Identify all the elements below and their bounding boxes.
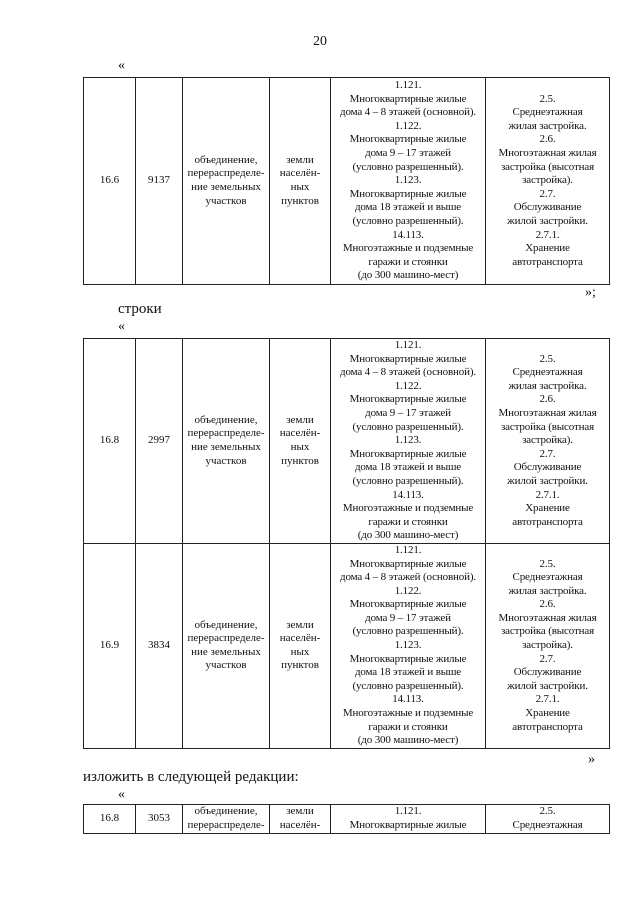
cell-text-line: (условно разрешенный). xyxy=(352,474,464,487)
cell-text-line: Многоэтажные и подземные xyxy=(342,707,474,720)
page-number: 20 xyxy=(313,34,327,49)
area-cell xyxy=(136,78,183,285)
cell-text-line: 2.5. xyxy=(539,352,556,365)
cell-text-line: (до 300 машино-мест) xyxy=(357,529,459,542)
open-quote: « xyxy=(118,319,125,334)
cell-text-line: Многоквартирные жилые xyxy=(349,598,467,611)
cell-text-line: 16.9 xyxy=(99,639,120,652)
land-category-cell xyxy=(270,805,331,834)
cell-text-line: 2.7.1. xyxy=(535,228,560,241)
cell-text-line: жилой застройки. xyxy=(507,474,588,487)
cell-text-line: перераспределе- xyxy=(187,427,265,440)
use-code-cell xyxy=(486,543,610,748)
cell-text-line: дома 4 – 8 этажей (основной). xyxy=(340,366,476,379)
row-number-cell xyxy=(84,339,136,544)
cell-text-line: 2.6. xyxy=(539,133,556,146)
cell-text-line: Хранение xyxy=(525,502,570,515)
cell-text-line: 16.8 xyxy=(99,812,120,825)
cell-text-line: 1.121. xyxy=(394,543,422,556)
cell-text-line: Среднеэтажная xyxy=(512,819,583,831)
table-row xyxy=(84,339,610,544)
cell-text-line: Многоквартирные жилые xyxy=(349,352,467,365)
cell-text-line: населён- xyxy=(279,427,321,440)
cell-text-line: Многоквартирные жилые xyxy=(349,819,467,831)
cell-text-line: ние земельных xyxy=(191,181,261,193)
use-code-cell xyxy=(486,339,610,544)
cell-text-line: 1.123. xyxy=(394,639,422,652)
cell-text-line: (условно разрешенный). xyxy=(352,160,464,173)
cell-text-line: дома 9 – 17 этажей xyxy=(365,611,451,624)
cell-text-line: 1.121. xyxy=(394,339,422,351)
cell-text-line: Многоэтажная жилая xyxy=(498,147,597,160)
cell-text-line: 1.122. xyxy=(394,379,422,392)
cell-text-line: Многоквартирные жилые xyxy=(349,557,467,570)
table-row xyxy=(84,805,610,834)
table-row xyxy=(84,543,610,748)
cell-text-line: ных xyxy=(290,645,310,658)
cell-text-line: застройка). xyxy=(522,174,573,187)
table-body xyxy=(84,805,610,834)
cell-text-line: 14.113. xyxy=(392,488,424,501)
cell-text-line: объединение, xyxy=(194,805,258,818)
cell-text-line: населён- xyxy=(279,167,321,180)
cell-text-line: участков xyxy=(205,659,247,672)
cell-text-line: жилой застройки. xyxy=(507,679,588,692)
table-new-row xyxy=(83,804,610,834)
close-quote: »; xyxy=(585,285,596,300)
area-cell xyxy=(136,543,183,748)
use-code-cell xyxy=(486,805,610,834)
cell-text-line: 1.123. xyxy=(394,174,422,187)
cell-text-line: 2.7. xyxy=(539,187,556,200)
cell-text-line: населён- xyxy=(279,632,321,645)
cell-text-line: земли xyxy=(286,153,314,166)
cell-text-line: Среднеэтажная xyxy=(512,366,583,379)
cell-text-line: автотранспорта xyxy=(512,515,583,528)
row-number-cell xyxy=(84,805,136,834)
cell-text-line: 16.6 xyxy=(99,174,120,187)
cell-text-line: земли xyxy=(286,618,314,631)
cell-text-line: 2.5. xyxy=(539,557,556,570)
cell-text-line: 1.123. xyxy=(394,434,422,447)
cell-text-line: (условно разрешенный). xyxy=(352,625,464,638)
action-cell xyxy=(183,339,270,544)
table-current-row xyxy=(83,77,610,285)
cell-text-line: Обслуживание xyxy=(513,461,582,474)
cell-text-line: 1.122. xyxy=(394,119,422,132)
table-body xyxy=(84,339,610,749)
cell-text-line: дома 18 этажей и выше xyxy=(354,201,462,214)
open-quote: « xyxy=(118,58,125,73)
cell-text-line: Многоквартирные жилые xyxy=(349,393,467,406)
cell-text-line: застройка (высотная xyxy=(500,160,595,173)
area-cell xyxy=(136,805,183,834)
cell-text-line: Обслуживание xyxy=(513,201,582,214)
cell-text-line: дома 9 – 17 этажей xyxy=(365,147,451,160)
cell-text-line: (условно разрешенный). xyxy=(352,420,464,433)
table-body xyxy=(84,78,610,285)
cell-text-line: ние земельных xyxy=(191,440,261,453)
cell-text-line: ных xyxy=(290,181,310,193)
cell-text-line: Многоэтажная жилая xyxy=(498,611,597,624)
cell-text-line: участков xyxy=(205,194,247,207)
cell-text-line: 3053 xyxy=(148,812,170,825)
action-cell xyxy=(183,805,270,834)
open-quote: « xyxy=(118,787,125,802)
phrase-replace: изложить в следующей редакции: xyxy=(83,769,299,785)
cell-text-line: Многоквартирные жилые xyxy=(349,92,467,105)
cell-text-line: жилая застройка. xyxy=(508,119,587,132)
cell-text-line: жилая застройка. xyxy=(508,584,587,597)
cell-text-line: 16.8 xyxy=(99,434,120,447)
land-category-cell xyxy=(270,339,331,544)
cell-text-line: объединение, xyxy=(194,413,258,426)
cell-text-line: Многоквартирные жилые xyxy=(349,187,467,200)
cell-text-line: дома 4 – 8 этажей (основной). xyxy=(340,571,476,584)
cell-text-line: пунктов xyxy=(281,194,319,207)
cell-text-line: 2.5. xyxy=(539,805,556,818)
table-current-rows xyxy=(83,338,610,749)
cell-text-line: 2.6. xyxy=(539,393,556,406)
permitted-use-cell xyxy=(331,78,486,285)
cell-text-line: дома 9 – 17 этажей xyxy=(365,406,451,419)
cell-text-line: объединение, xyxy=(194,618,258,631)
cell-text-line: дома 18 этажей и выше xyxy=(354,666,462,679)
cell-text-line: перераспределе- xyxy=(187,632,265,645)
cell-text-line: Среднеэтажная xyxy=(512,106,583,119)
cell-text-line: (условно разрешенный). xyxy=(352,679,464,692)
cell-text-line: застройка (высотная xyxy=(500,420,595,433)
word-rows: строки xyxy=(118,301,162,317)
cell-text-line: гаражи и стоянки xyxy=(368,515,448,528)
cell-text-line: 2.7.1. xyxy=(535,693,560,706)
cell-text-line: Хранение xyxy=(525,242,570,255)
cell-text-line: 2.7. xyxy=(539,652,556,665)
permitted-use-cell xyxy=(331,805,486,834)
cell-text-line: 3834 xyxy=(148,639,170,652)
cell-text-line: Многоквартирные жилые xyxy=(349,133,467,146)
land-category-cell xyxy=(270,543,331,748)
cell-text-line: Среднеэтажная xyxy=(512,571,583,584)
cell-text-line: участков xyxy=(205,454,247,467)
cell-text-line: 14.113. xyxy=(392,693,424,706)
cell-text-line: 14.113. xyxy=(392,228,424,241)
cell-text-line: Многоэтажные и подземные xyxy=(342,502,474,515)
cell-text-line: 1.121. xyxy=(394,79,422,92)
permitted-use-cell xyxy=(331,339,486,544)
close-quote: » xyxy=(588,752,595,767)
cell-text-line: 2.7.1. xyxy=(535,488,560,501)
cell-text-line: 1.121. xyxy=(394,805,422,818)
cell-text-line: гаражи и стоянки xyxy=(368,720,448,733)
cell-text-line: жилая застройка. xyxy=(508,379,587,392)
cell-text-line: 2.7. xyxy=(539,447,556,460)
cell-text-line: дома 18 этажей и выше xyxy=(354,461,462,474)
cell-text-line: гаражи и стоянки xyxy=(368,255,448,268)
cell-text-line: земли xyxy=(286,805,314,818)
cell-text-line: ных xyxy=(290,440,310,453)
cell-text-line: пунктов xyxy=(281,454,319,467)
cell-text-line: застройка (высотная xyxy=(500,625,595,638)
cell-text-line: ние земельных xyxy=(191,645,261,658)
cell-text-line: Многоэтажные и подземные xyxy=(342,242,474,255)
action-cell xyxy=(183,78,270,285)
action-cell xyxy=(183,543,270,748)
cell-text-line: Многоквартирные жилые xyxy=(349,447,467,460)
cell-text-line: 1.122. xyxy=(394,584,422,597)
cell-text-line: (до 300 машино-мест) xyxy=(357,269,459,282)
cell-text-line: 2.5. xyxy=(539,92,556,105)
row-number-cell xyxy=(84,78,136,285)
cell-text-line: 9137 xyxy=(148,174,170,187)
cell-text-line: застройка). xyxy=(522,434,573,447)
cell-text-line: перераспределе- xyxy=(187,167,265,180)
cell-text-line: Многоквартирные жилые xyxy=(349,652,467,665)
cell-text-line: перераспределе- xyxy=(187,819,265,831)
cell-text-line: Хранение xyxy=(525,707,570,720)
row-number-cell xyxy=(84,543,136,748)
cell-text-line: автотранспорта xyxy=(512,720,583,733)
table-row xyxy=(84,78,610,285)
cell-text-line: Многоэтажная жилая xyxy=(498,406,597,419)
cell-text-line: жилой застройки. xyxy=(507,214,588,227)
cell-text-line: пунктов xyxy=(281,659,319,672)
cell-text-line: земли xyxy=(286,413,314,426)
cell-text-line: дома 4 – 8 этажей (основной). xyxy=(340,106,476,119)
cell-text-line: застройка). xyxy=(522,639,573,652)
use-code-cell xyxy=(486,78,610,285)
land-category-cell xyxy=(270,78,331,285)
cell-text-line: населён- xyxy=(279,819,321,831)
cell-text-line: 2.6. xyxy=(539,598,556,611)
permitted-use-cell xyxy=(331,543,486,748)
cell-text-line: (условно разрешенный). xyxy=(352,214,464,227)
area-cell xyxy=(136,339,183,544)
cell-text-line: объединение, xyxy=(194,153,258,166)
cell-text-line: автотранспорта xyxy=(512,255,583,268)
cell-text-line: Обслуживание xyxy=(513,666,582,679)
cell-text-line: 2997 xyxy=(148,434,170,447)
cell-text-line: (до 300 машино-мест) xyxy=(357,734,459,747)
